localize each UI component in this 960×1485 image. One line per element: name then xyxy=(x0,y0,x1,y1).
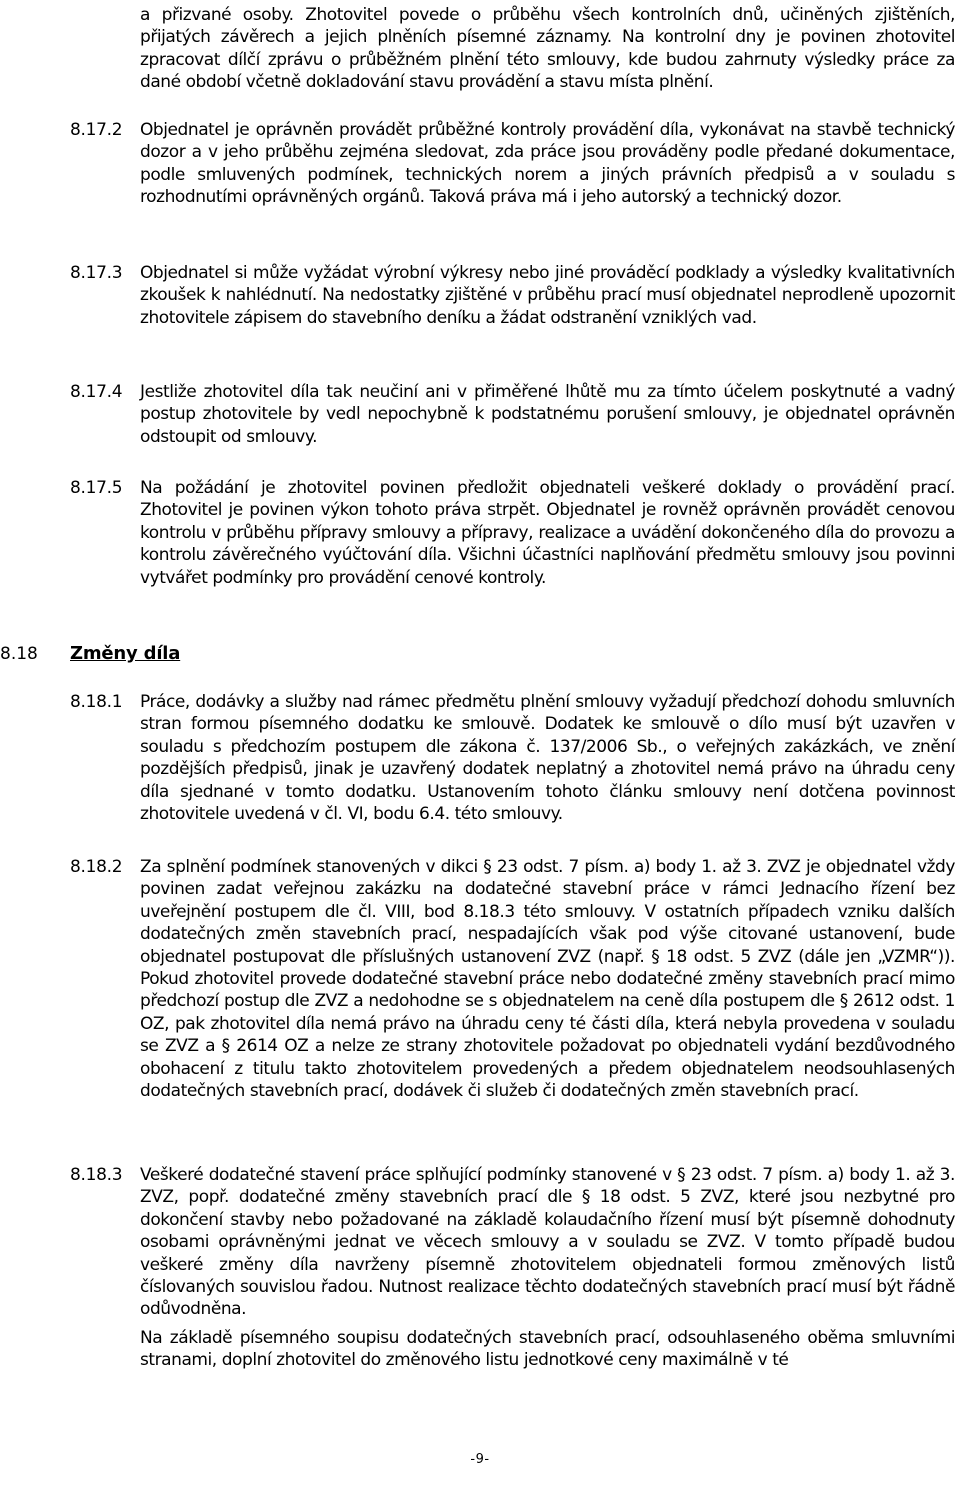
clause-number: 8.17.3 xyxy=(70,263,123,283)
clause-number: 8.18.3 xyxy=(70,1165,123,1185)
clause-text: Za splnění podmínek stanovených v dikci § 23 odst. 7 písm. a) body 1. až 3. ZVZ je objednatel vždy povinen zadat veřejnou zakázku na dodatečné stavební práce v rámci Jednacího řízení bez uveřejnění postupem dle čl. VIII, bod 8.18.3 této smlouvy. V ostatních případech vzniku dalších dodatečných změn stavebních prací, nespadajících však pod výše citované ustanovení, bude objednatel postupovat dle příslušných ustanovení ZVZ (např. § 18 odst. 5 ZVZ (dále jen „VZMR“)). Pokud zhotovitel provede dodatečné stavební práce nebo dodatečné změny stavebních prací mimo předchozí postup dle ZVZ a nedohodne se s objednatelem na ceně díla postupem dle § 2612 odst. 1 OZ, pak zhotovitel díla nemá právo na úhradu ceny té části díla, která nebyla provedena v souladu se ZVZ a § 2614 OZ a nelze ze strany zhotovitele požadovat po objednateli vydání bezdůvodného obohacení z titulu takto zhotovitelem provedených a předem objednatelem neodsouhlasených dodatečných stavebních prací, dodávek či služeb či dodatečných změn stavebních prací. xyxy=(140,857,955,1102)
clause-number: 8.18.2 xyxy=(70,857,123,877)
clause-number: 8.17.2 xyxy=(70,120,123,140)
clause-text: Veškeré dodatečné stavení práce splňující podmínky stanovené v § 23 odst. 7 písm. a) body 1. až 3. ZVZ, popř. dodatečné změny stavebních prací dle § 18 odst. 5 ZVZ, které jsou nezbytné pro dokončení stavby nebo požadované na základě kolaudačního řízení musí být písemně dohodnuty osobami oprávněnými jednat ve věcech smlouvy a v souladu se ZVZ. V tomto případě budou veškeré změny díla navrženy písemně zhotovitelem objednateli formou změnových listů číslovaných souvislou řadou. Nutnost realizace těchto dodatečných stavebních prací musí být řádně odůvodněna. xyxy=(140,1165,955,1320)
intro-paragraph: a přizvané osoby. Zhotovitel povede o průběhu všech kontrolních dnů, učiněných zjištěních, přijatých závěrech a jejich plněních písemné záznamy. Na kontrolní dny je povinen zhotovitel zpracovat dílčí zprávu o průběžném plnění této smlouvy, kde budou zahrnuty výsledky práce za dané období včetně dokladování stavu provádění a stavu místa plnění. xyxy=(140,5,955,93)
section-title: Změny díla xyxy=(70,643,181,664)
clause-number: 8.17.5 xyxy=(70,478,123,498)
clause-text: Objednatel je oprávněn provádět průběžné kontroly provádění díla, vykonávat na stavbě technický dozor a v jeho průběhu zejména sledovat, zda práce jsou prováděny podle předané dokumentace, podle smluvených podmínek, technických norem a jiných právních předpisů a v souladu s rozhodnutími oprávněných orgánů. Taková práva má i jeho autorský a technický dozor. xyxy=(140,120,955,208)
clause-text: Na požádání je zhotovitel povinen předložit objednateli veškeré doklady o provádění prací. Zhotovitel je povinen výkon tohoto práva strpět. Objednatel je rovněž oprávněn provádět cenovou kontrolu v průběhu přípravy smlouvy a přípravy, realizace a uvádění dokončeného díla do provozu a kontrolu závěrečného vyúčtování díla. Všichni účastníci naplňování předmětu smlouvy jsou povinni vytvářet podmínky pro provádění cenové kontroly. xyxy=(140,478,955,588)
section-number: 8.18 xyxy=(0,644,38,664)
page-number: -9- xyxy=(470,1452,490,1467)
clause-text: Objednatel si může vyžádat výrobní výkresy nebo jiné prováděcí podklady a výsledky kvalitativních zkoušek k nahlédnutí. Na nedostatky zjištěné v průběhu prací musí objednatel neprodleně upozornit zhotovitele zápisem do stavebního deníku a žádat odstranění vzniklých vad. xyxy=(140,263,955,328)
clause-text: Práce, dodávky a služby nad rámec předmětu plnění smlouvy vyžadují předchozí dohodu smluvních stran formou písemného dodatku ke smlouvě. Dodatek ke smlouvě o dílo musí být uzavřen v souladu s předchozím postupem dle zákona č. 137/2006 Sb., o veřejných zakázkách, ve znění pozdějších předpisů, jinak je uzavřený dodatek neplatný a zhotovitel nemá právo na úhradu ceny díla sjednané v tomto dodatku. Ustanovením tohoto článku smlouvy není dotčena povinnost zhotovitele uvedená v čl. VI, bodu 6.4. této smlouvy. xyxy=(140,692,955,825)
clause-number: 8.17.4 xyxy=(70,382,123,402)
clause-continuation: Na základě písemného soupisu dodatečných stavebních prací, odsouhlaseného oběma smluvními stranami, doplní zhotovitel do změnového listu jednotkové ceny maximálně v té xyxy=(140,1328,955,1371)
clause-text: Jestliže zhotovitel díla tak neučiní ani v přiměřené lhůtě mu za tímto účelem poskytnuté a vadný postup zhotovitele by vedl nepochybně k podstatnému porušení smlouvy, je objednatel oprávněn odstoupit od smlouvy. xyxy=(140,382,955,447)
clause-number: 8.18.1 xyxy=(70,692,123,712)
